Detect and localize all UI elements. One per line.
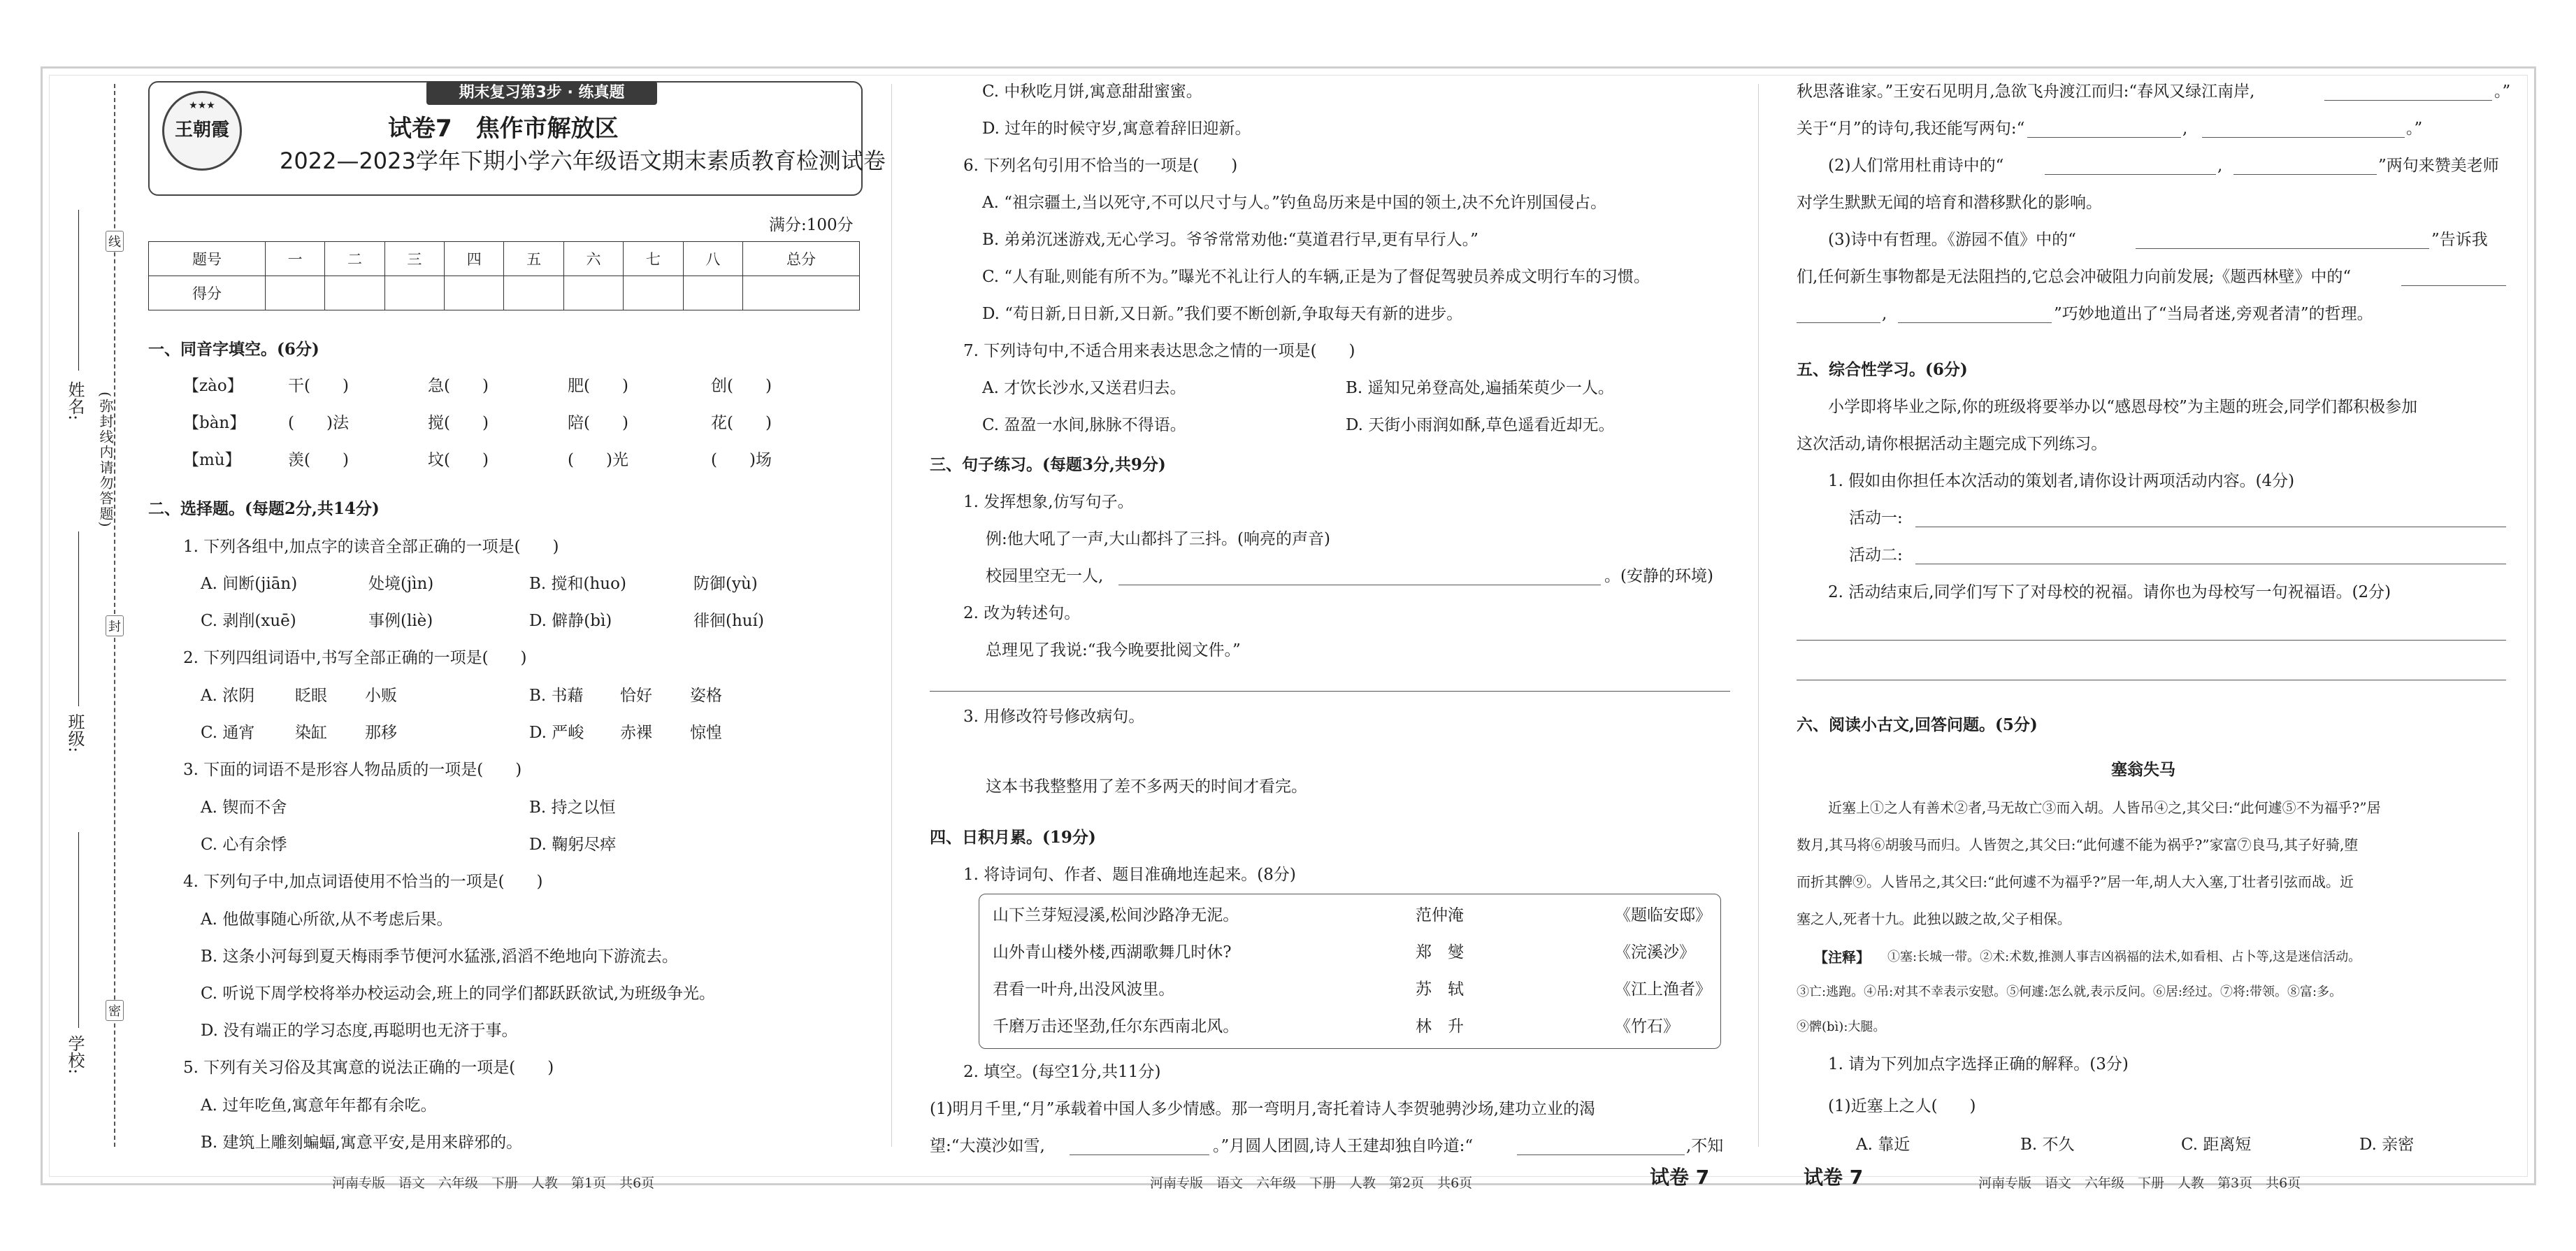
name-line	[78, 210, 79, 371]
poem-author[interactable]: 林 升	[1416, 1017, 1464, 1036]
column-divider	[1758, 84, 1759, 1147]
paper-tag-right: 试卷 7	[1804, 1166, 1864, 1189]
option[interactable]: A. 过年吃鱼,寓意年年都有余吃。	[201, 1096, 437, 1115]
answer-line[interactable]	[2045, 174, 2216, 175]
sec1-pinyin: 【zào】	[183, 377, 243, 395]
option[interactable]: B. 弟弟沉迷游戏,无心学习。爷爷常常劝他:“莫道君行早,更有早行人。”	[982, 231, 1478, 249]
option: 赤裸	[620, 724, 652, 742]
sec3-title: 三、句子练习。(每题3分,共9分)	[930, 455, 1166, 474]
option[interactable]: B. 书藉	[529, 687, 584, 705]
score-header: 五	[504, 242, 563, 276]
score-header: 六	[563, 242, 623, 276]
fill-paragraph: (1)明月千里,“月”承载着中国人多少情感。那一弯明月,寄托着诗人李贺驰骋沙场,建功立业的渴	[930, 1100, 1596, 1118]
question-text: 7. 下列诗句中,不适合用来表达思念之情的一项是( )	[963, 342, 1355, 360]
poem-work[interactable]: 《题临安邸》	[1615, 906, 1711, 924]
question-text: 4. 下列句子中,加点词语使用不恰当的一项是( )	[183, 873, 543, 891]
fill-paragraph: 对学生默默无闻的培育和潜移默化的影响。	[1797, 194, 2102, 212]
option[interactable]: A. 锲而不舍	[201, 799, 287, 817]
answer-line[interactable]	[2401, 285, 2506, 286]
question-text: 1. 将诗词句、作者、题目准确地连起来。(8分)	[963, 866, 1296, 884]
quote-sentence: 总理见了我说:“我今晚要批阅文件。”	[986, 641, 1241, 659]
task-hint: 。(安静的环境)	[1604, 567, 1713, 585]
answer-line[interactable]	[2136, 248, 2429, 249]
sec5-intro: 小学即将毕业之际,你的班级将要举办以“感恩母校”为主题的班会,同学们都积极参加	[1828, 398, 2418, 416]
fill-blank[interactable]: ( )光	[568, 451, 628, 469]
option[interactable]: B. 这条小河每到夏天梅雨季节便河水猛涨,滔滔不绝地向下游流去。	[201, 948, 678, 966]
fill-blank[interactable]: 坟( )	[428, 451, 489, 469]
paper-subtitle: 2022—2023学年下期小学六年级语文期末素质教育检测试卷	[280, 148, 886, 174]
sec6-title: 六、阅读小古文,回答问题。(5分)	[1797, 715, 2038, 734]
fill-paragraph: (3)诗中有哲理。《游园不值》中的“	[1828, 231, 2076, 249]
option[interactable]: B. 搅和(huo)	[529, 575, 626, 593]
header-banner: 期末复习第3步 · 练真题	[426, 81, 657, 105]
option[interactable]: B. 建筑上雕刻蝙蝠,寓意平安,是用来辟邪的。	[201, 1134, 523, 1152]
fill-blank[interactable]: ( )法	[288, 414, 349, 432]
poem-line[interactable]: 君看一叶舟,出没风波里。	[993, 980, 1175, 999]
poem-work[interactable]: 《竹石》	[1615, 1017, 1679, 1036]
option[interactable]: D. 没有端正的学习态度,再聪明也无济于事。	[201, 1022, 518, 1040]
option[interactable]: C. 距离短	[2181, 1136, 2252, 1154]
score-cell[interactable]	[445, 276, 504, 310]
option: 眨眼	[295, 687, 327, 705]
fill-blank[interactable]: 急( )	[428, 377, 489, 395]
poem-line[interactable]: 山下兰芽短浸溪,松间沙路净无泥。	[993, 906, 1239, 924]
fill-paragraph: ”巧妙地道出了“当局者迷,旁观者清”的哲理。	[2054, 305, 2373, 323]
answer-line[interactable]	[1898, 322, 2052, 323]
question-text: 1. 请为下列加点字选择正确的解释。(3分)	[1828, 1055, 2129, 1073]
fill-paragraph: 。”	[2494, 83, 2511, 101]
name-label: 姓名:	[65, 381, 85, 421]
fill-blank[interactable]: ( )场	[711, 451, 772, 469]
fill-paragraph: ”告诉我	[2431, 231, 2488, 249]
class-line	[78, 531, 79, 706]
option: 小贩	[365, 687, 397, 705]
note-line: ①塞:长城一带。②术:术数,推测人事吉凶祸福的法术,如看相、占卜等,这是迷信活动。	[1887, 950, 2361, 964]
answer-line[interactable]	[930, 691, 1730, 692]
option[interactable]: C. 心有余悸	[201, 836, 287, 854]
option[interactable]: C. 通宵	[201, 724, 255, 742]
option: 姿格	[690, 687, 722, 705]
answer-line[interactable]	[1797, 322, 1880, 323]
score-header: 七	[624, 242, 683, 276]
fill-paragraph: ”两句来赞美老师	[2378, 157, 2499, 175]
fill-paragraph: ,	[1882, 305, 1887, 323]
publisher-logo: ★★★ 王朝霞	[162, 91, 242, 171]
fill-blank[interactable]: 陪( )	[568, 414, 628, 432]
school-label: 学校:	[65, 1035, 85, 1075]
option[interactable]: B. 持之以恒	[529, 799, 616, 817]
score-cell[interactable]	[743, 276, 860, 310]
question-text: 1. 下列各组中,加点字的读音全部正确的一项是( )	[183, 538, 559, 556]
fill-blank[interactable]: 搅( )	[428, 414, 489, 432]
question-text: 5. 下列有关习俗及其寓意的说法正确的一项是( )	[183, 1059, 554, 1077]
column-divider	[891, 84, 892, 1147]
answer-line[interactable]	[2027, 137, 2181, 138]
full-score: 满分:100分	[769, 216, 854, 234]
score-cell[interactable]	[563, 276, 623, 310]
answer-line[interactable]	[1797, 640, 2506, 641]
note-label: 【注释】	[1814, 949, 1870, 966]
score-cell[interactable]	[325, 276, 384, 310]
option[interactable]: A. 他做事随心所欲,从不考虑后果。	[201, 910, 453, 929]
passage-line: 而折其髀⑨。人皆吊之,其父曰:“此何遽不为福乎?”居一年,胡人大入塞,丁壮者引弦而战。近	[1797, 873, 2354, 890]
sec4-title: 四、日积月累。(19分)	[930, 828, 1096, 847]
score-header: 一	[265, 242, 324, 276]
poem-line[interactable]: 山外青山楼外楼,西湖歌舞几时休?	[993, 943, 1232, 962]
option[interactable]: B. 不久	[2020, 1136, 2075, 1154]
option[interactable]: C. 中秋吃月饼,寓意甜甜蜜蜜。	[982, 83, 1202, 101]
answer-line[interactable]	[2202, 137, 2405, 138]
fill-paragraph: ,不知	[1686, 1137, 1724, 1155]
option[interactable]: D. 鞠躬尽瘁	[529, 836, 617, 854]
fill-paragraph: 关于“月”的诗句,我还能写两句:“	[1797, 120, 2025, 138]
score-table	[148, 241, 860, 310]
poem-line[interactable]: 千磨万击还坚劲,任尔东西南北风。	[993, 1017, 1239, 1036]
option[interactable]: C. “人有耻,则能有所不为。”曝光不礼让行人的车辆,正是为了督促驾驶员养成文明行车的习惯。	[982, 268, 1650, 286]
activity-label: 活动二:	[1849, 546, 1903, 564]
paper-title: 试卷7 焦作市解放区	[388, 115, 619, 143]
passage-title: 塞翁失马	[2111, 760, 2175, 779]
option: 恰好	[620, 687, 652, 705]
footer-page1: 河南专版 语文 六年级 下册 人教 第1页 共6页	[332, 1175, 655, 1191]
score-header: 八	[683, 242, 742, 276]
option[interactable]: D. “苟日新,日日新,又日新。”我们要不断创新,争取每天有新的进步。	[982, 305, 1463, 323]
question-text: 2. 下列四组词语中,书写全部正确的一项是( )	[183, 649, 527, 667]
poem-work[interactable]: 《浣溪沙》	[1615, 943, 1695, 962]
option: 染缸	[295, 724, 327, 742]
passage-line: 近塞上①之人有善术②者,马无故亡③而入胡。人皆吊④之,其父曰:“此何遽⑤不为福乎?”居	[1828, 799, 2381, 816]
seal-chip-seal: 封	[106, 615, 124, 636]
passage-line: 塞之人,死者十九。此独以跛之故,父子相保。	[1797, 910, 2071, 927]
sec1-pinyin: 【bàn】	[183, 414, 246, 432]
sick-sentence: 这本书我整整用了差不多两天的时间才看完。	[986, 778, 1307, 796]
note-line: ⑨髀(bì):大腿。	[1797, 1020, 1886, 1034]
question-text: 3. 下面的词语不是形容人物品质的一项是( )	[183, 761, 522, 779]
option[interactable]: A. 靠近	[1856, 1136, 1911, 1154]
fill-blank[interactable]: 创( )	[711, 377, 772, 395]
question-text: 2. 活动结束后,同学们写下了对母校的祝福。请你也为母校写一句祝福语。(2分)	[1828, 583, 2391, 601]
fill-paragraph: ,	[2182, 120, 2188, 138]
option[interactable]: D. 亲密	[2359, 1136, 2415, 1154]
option[interactable]: C. 剥削(xuē)	[201, 612, 296, 630]
fill-blank[interactable]: 羡( )	[288, 451, 349, 469]
option[interactable]: A. 浓阴	[201, 687, 255, 705]
question-text: 2. 改为转述句。	[963, 604, 1081, 622]
sec1-pinyin: 【mù】	[183, 451, 241, 469]
score-cell[interactable]	[384, 276, 444, 310]
answer-line[interactable]	[2233, 174, 2377, 175]
score-cell[interactable]	[265, 276, 324, 310]
sec1-title: 一、同音字填空。(6分)	[148, 340, 319, 359]
fill-paragraph: 。”	[2406, 120, 2423, 138]
note-line: ③亡:逃跑。④吊:对其不幸表示安慰。⑤何遽:怎么就,表示反问。⑥居:经过。⑦将:带领。⑧富:多。	[1797, 985, 2343, 999]
sec5-title: 五、综合性学习。(6分)	[1797, 360, 1968, 379]
activity-label: 活动一:	[1849, 509, 1903, 527]
seal-chip-line: 线	[106, 231, 124, 252]
option: 事例(liè)	[368, 612, 433, 630]
poem-author[interactable]: 范仲淹	[1416, 906, 1464, 924]
score-header: 题号	[149, 242, 266, 276]
option[interactable]: A. 间断(jiān)	[201, 575, 298, 593]
poem-author[interactable]: 苏 轼	[1416, 980, 1464, 999]
fill-blank[interactable]: 肥( )	[568, 377, 628, 395]
score-header: 四	[445, 242, 504, 276]
score-cell[interactable]	[624, 276, 683, 310]
sec2-title: 二、选择题。(每题2分,共14分)	[148, 499, 380, 518]
question-text: 6. 下列名句引用不恰当的一项是( )	[963, 157, 1238, 175]
task-sentence: 校园里空无一人,	[986, 567, 1104, 585]
fill-paragraph: (2)人们常用杜甫诗中的“	[1828, 157, 2004, 175]
question-text: 2. 填空。(每空1分,共11分)	[963, 1063, 1161, 1081]
option[interactable]: A. “祖宗疆土,当以死守,不可以尺寸与人。”钓鱼岛历来是中国的领土,决不允许別国侵占。	[982, 194, 1607, 212]
logo-text: 王朝霞	[174, 120, 229, 141]
question-text: 1. 假如由你担任本次活动的策划者,请你设计两项活动内容。(4分)	[1828, 472, 2295, 490]
fill-blank[interactable]: 花( )	[711, 414, 772, 432]
option[interactable]: D. 天街小雨润如酥,草色遥看近却无。	[1346, 416, 1615, 434]
option: 那移	[365, 724, 397, 742]
footer-page3: 河南专版 语文 六年级 下册 人教 第3页 共6页	[1978, 1175, 2301, 1191]
answer-line[interactable]	[2324, 100, 2492, 101]
option[interactable]: B. 遥知兄弟登高处,遍插茱萸少一人。	[1346, 379, 1614, 397]
score-cell[interactable]	[504, 276, 563, 310]
score-header: 二	[325, 242, 384, 276]
option[interactable]: D. 过年的时候守岁,寓意着辞旧迎新。	[982, 120, 1251, 138]
fill-paragraph: 。”月圆人团圆,诗人王建却独自吟道:“	[1213, 1137, 1474, 1155]
option[interactable]: D. 严峻	[529, 724, 584, 742]
option: 防御(yù)	[693, 575, 758, 593]
seal-note: (弥封线内请勿答题)	[97, 392, 114, 529]
option: 处境(jìn)	[368, 575, 434, 593]
fill-paragraph: 们,任何新生事物都是无法阻挡的,它总会冲破阻力向前发展;《题西林壁》中的“	[1797, 268, 2352, 286]
school-line	[78, 832, 79, 1028]
poem-author[interactable]: 郑 燮	[1416, 943, 1464, 962]
class-label: 班级:	[65, 713, 85, 753]
fill-paragraph: ,	[2217, 157, 2223, 175]
example-sentence: 例:他大吼了一声,大山都抖了三抖。(响亮的声音)	[986, 530, 1331, 548]
paper-tag-left: 试卷 7	[1650, 1166, 1710, 1189]
option[interactable]: D. 僻静(bì)	[529, 612, 612, 630]
score-cell[interactable]	[683, 276, 742, 310]
fill-blank[interactable]: 干( )	[288, 377, 349, 395]
fill-paragraph: 望:“大漠沙如雪,	[930, 1137, 1045, 1155]
seal-chip-secret: 密	[106, 1000, 124, 1021]
question-text: 3. 用修改符号修改病句。	[963, 708, 1145, 726]
question-text: (1)近塞上之人( )	[1828, 1097, 1976, 1115]
score-row-label: 得分	[149, 276, 266, 310]
poem-work[interactable]: 《江上渔者》	[1615, 980, 1711, 999]
question-text: 1. 发挥想象,仿写句子。	[963, 493, 1134, 511]
score-header: 总分	[743, 242, 860, 276]
option[interactable]: C. 盈盈一水间,脉脉不得语。	[982, 416, 1186, 434]
passage-line: 数月,其马将⑥胡骏马而归。人皆贺之,其父曰:“此何遽不能为祸乎?”家富⑦良马,其子好骑,堕	[1797, 836, 2359, 853]
option: 惊惶	[690, 724, 722, 742]
fill-paragraph: 秋思落谁家。”王安石见明月,急欲飞舟渡江而归:“春风又绿江南岸,	[1797, 83, 2255, 101]
footer-page2: 河南专版 语文 六年级 下册 人教 第2页 共6页	[1150, 1175, 1473, 1191]
sec5-intro: 这次活动,请你根据活动主题完成下列练习。	[1797, 435, 2108, 453]
option[interactable]: C. 听说下周学校将举办校运动会,班上的同学们都跃跃欲试,为班级争光。	[201, 985, 716, 1003]
score-header: 三	[384, 242, 444, 276]
option: 徘徊(huí)	[693, 612, 764, 630]
option[interactable]: A. 才饮长沙水,又送君归去。	[982, 379, 1186, 397]
